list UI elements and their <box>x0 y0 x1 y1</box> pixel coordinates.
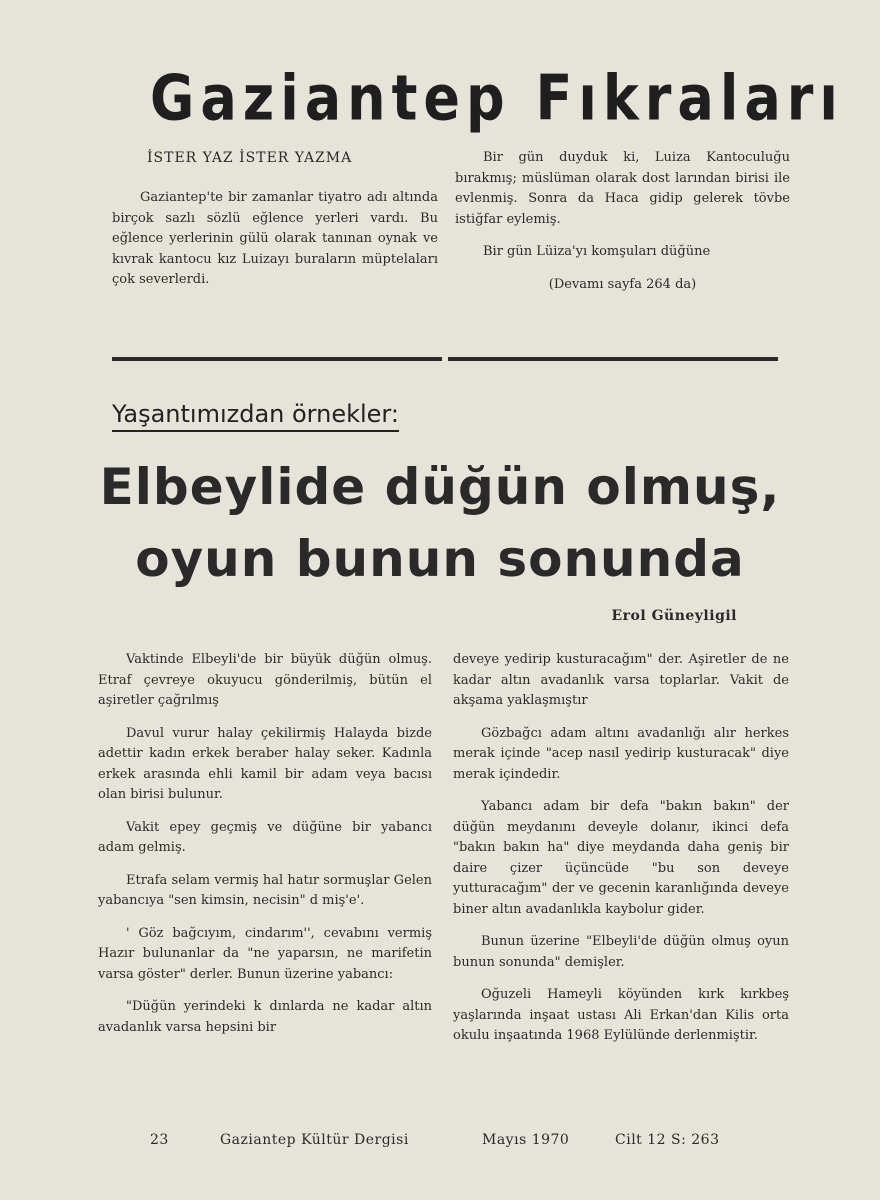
article-paragraph: Davul vurur halay çekilirmiş Halayda bizde adettir kadın erkek beraber halay seker. Kadınla erkek arasında ehli kamil bir adam veya bacısı olan birisi bulunur. <box>98 725 432 802</box>
article-paragraph: Etrafa selam vermiş hal hatır sormuşlar Gelen yabancıya "sen kimsin, necisin" d miş'e'. <box>98 872 432 908</box>
article-title-line-1: Elbeylide düğün olmuş, <box>99 458 781 516</box>
anecdote-paragraph: Gaziantep'te bir zamanlar tiyatro adı altında birçok sazlı sözlü eğlence yerleri vardı. Bu eğlence yerlerinin gülü olarak tanınan oynak ve kıvrak kantocu kız Luizayı buraların müptelaları çok severlerdi. <box>112 190 438 287</box>
article-paragraph: Vaktinde Elbeyli'de bir büyük düğün olmuş. Etraf çevreye okuyucu gönderilmiş, bütün el aşiretler çağrılmış <box>98 652 432 708</box>
anecdote-paragraph: Bir gün Lüiza'yı komşuları düğüne <box>483 244 711 259</box>
article-paragraph: "Düğün yerindeki k dınlarda ne kadar altın avadanlık varsa hepsini bir <box>98 999 432 1035</box>
article-paragraph: deveye yedirip kusturacağım" der. Aşiretler de ne kadar altın avadanlık varsa toplarlar. Vakit de akşama yaklaşmıştır <box>453 652 789 708</box>
anecdote-left-column <box>112 188 438 303</box>
article-paragraph: Bunun üzerine "Elbeyli'de düğün olmuş oyun bunun sonunda" demişler. <box>453 934 789 970</box>
volume-issue: Cilt 12 S: 263 <box>615 1132 720 1148</box>
article-title-line-2: oyun bunun sonunda <box>135 530 745 588</box>
series-label: Yaşantımızdan örnekler: <box>112 400 399 432</box>
article-paragraph: ' Göz bağcıyım, cindarım'', cevabını vermiş Hazır bulunanlar da "ne yaparsın, ne marifetin varsa göster" derler. Bunun üzerine yabancı: <box>98 925 432 982</box>
article-left-column <box>98 650 432 1050</box>
issue-date: Mayıs 1970 <box>482 1132 570 1148</box>
anecdote-title: İSTER YAZ İSTER YAZMA <box>147 150 353 166</box>
article-paragraph: Vakit epey geçmiş ve düğüne bir yabancı adam gelmiş. <box>98 819 432 855</box>
section-headline: Gaziantep Fıkraları <box>150 62 844 135</box>
author-byline: Erol Güneyligil <box>611 608 737 624</box>
anecdote-right-column <box>455 148 790 307</box>
article-paragraph: Yabancı adam bir defa "bakın bakın" der düğün meydanını deveyle dolanır, ikinci defa "bakın bakın ha" diye meydanda daha geniş bir daire çizer üçüncüde "bu son deveye yutturacağım" der ve gecenin karanlığında deveye biner altın avadanlıkla kaybolur gider. <box>453 799 789 917</box>
article-paragraph: Oğuzeli Hameyli köyünden kırk kırkbeş yaşlarında inşaat ustası Ali Erkan'dan Kilis orta okulu inşaatında 1968 Eylülünde derlenmiştir. <box>453 987 789 1043</box>
article-paragraph: Gözbağcı adam altını avadanlığı alır herkes merak içinde "acep nasıl yedirip kusturacak" diye merak içindedir. <box>453 725 789 782</box>
anecdote-paragraph: Bir gün duyduk ki, Luiza Kantoculuğu bırakmış; müslüman olarak dost larından birisi ile evlenmiş. Sonra da Haca gidip gelerek tövbe istiğfar eylemiş. <box>455 150 790 227</box>
article-right-column <box>453 650 789 1059</box>
divider-rule <box>448 357 778 361</box>
divider-rule <box>112 357 442 361</box>
continued-note: (Devamı sayfa 264 da) <box>548 276 697 292</box>
journal-name: Gaziantep Kültür Dergisi <box>220 1132 409 1148</box>
page-number: 23 <box>150 1132 169 1148</box>
